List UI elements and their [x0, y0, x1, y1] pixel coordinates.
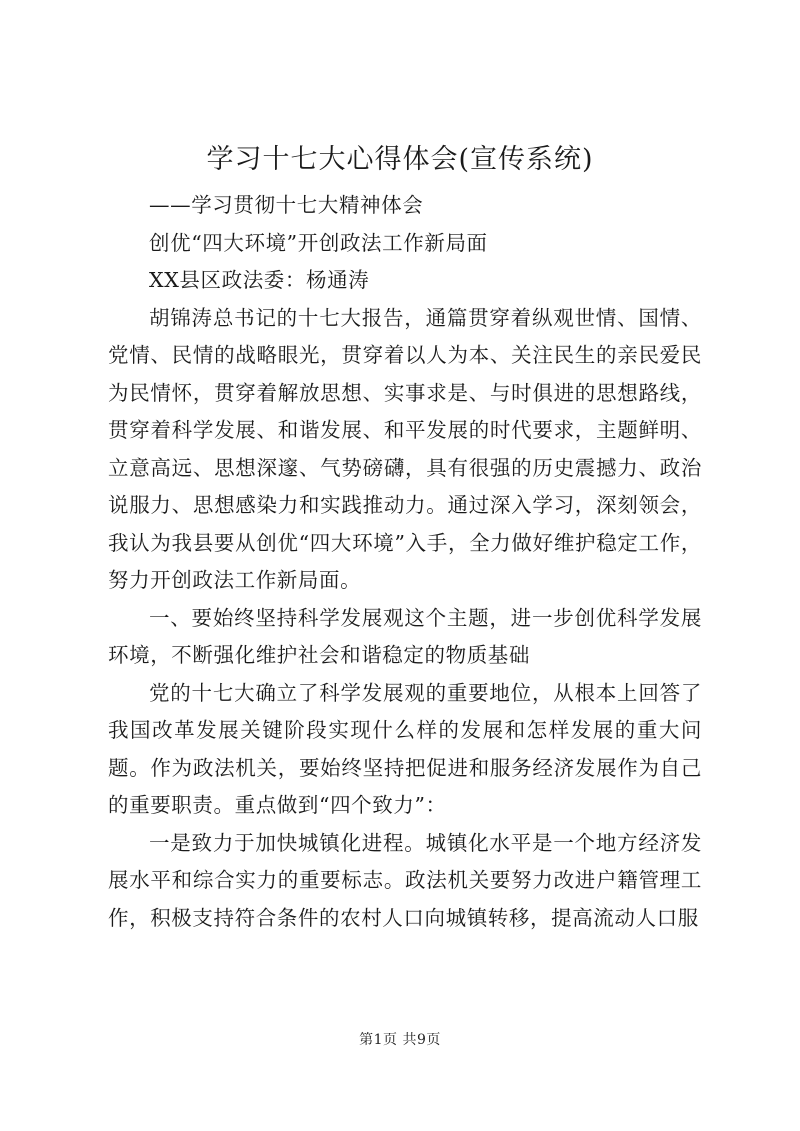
body-paragraph: 党的十七大确立了科学发展观的重要地位，从根本上回答了我国改革发展关键阶段实现什么样的发展和怎样发展的重大问题。作为政法机关，要始终坚持把促进和服务经济发展作为自己的重要职责。重点做到“四个致力”：: [108, 680, 702, 817]
body-paragraph: 胡锦涛总书记的十七大报告，通篇贯穿着纵观世情、国情、党情、民情的战略眼光，贯穿着以人为本、关注民生的亲民爱民为民情怀，贯穿着解放思想、实事求是、与时俱进的思想路线，贯穿着科学发展、和谐发展、和平发展的时代要求，主题鲜明、立意高远、思想深邃、气势磅礴，具有很强的历史震撼力、政治说服力、思想感染力和实践推动力。通过深入学习，深刻领会，我认为我县要从创优“四大环境”入手，全力做好维护稳定工作，努力开创政法工作新局面。: [108, 305, 702, 592]
body-paragraph: 一是致力于加快城镇化进程。城镇化水平是一个地方经济发展水平和综合实力的重要标志。政法机关要努力改进户籍管理工作，积极支持符合条件的农村人口向城镇转移，提高流动人口服: [108, 830, 702, 930]
body-paragraph: 一、要始终坚持科学发展观这个主题，进一步创优科学发展环境，不断强化维护社会和谐稳定的物质基础: [108, 605, 702, 667]
subtitle: ——学习贯彻十七大精神体会: [149, 193, 424, 217]
page-number: 第1页 共9页: [359, 1032, 441, 1048]
document-title: 学习十七大心得体会(宣传系统): [206, 144, 594, 175]
section-heading: 创优“四大环境”开创政法工作新局面: [149, 230, 488, 255]
author-line: XX县区政法委：杨通涛: [149, 268, 370, 292]
document-body: [108, 187, 702, 937]
